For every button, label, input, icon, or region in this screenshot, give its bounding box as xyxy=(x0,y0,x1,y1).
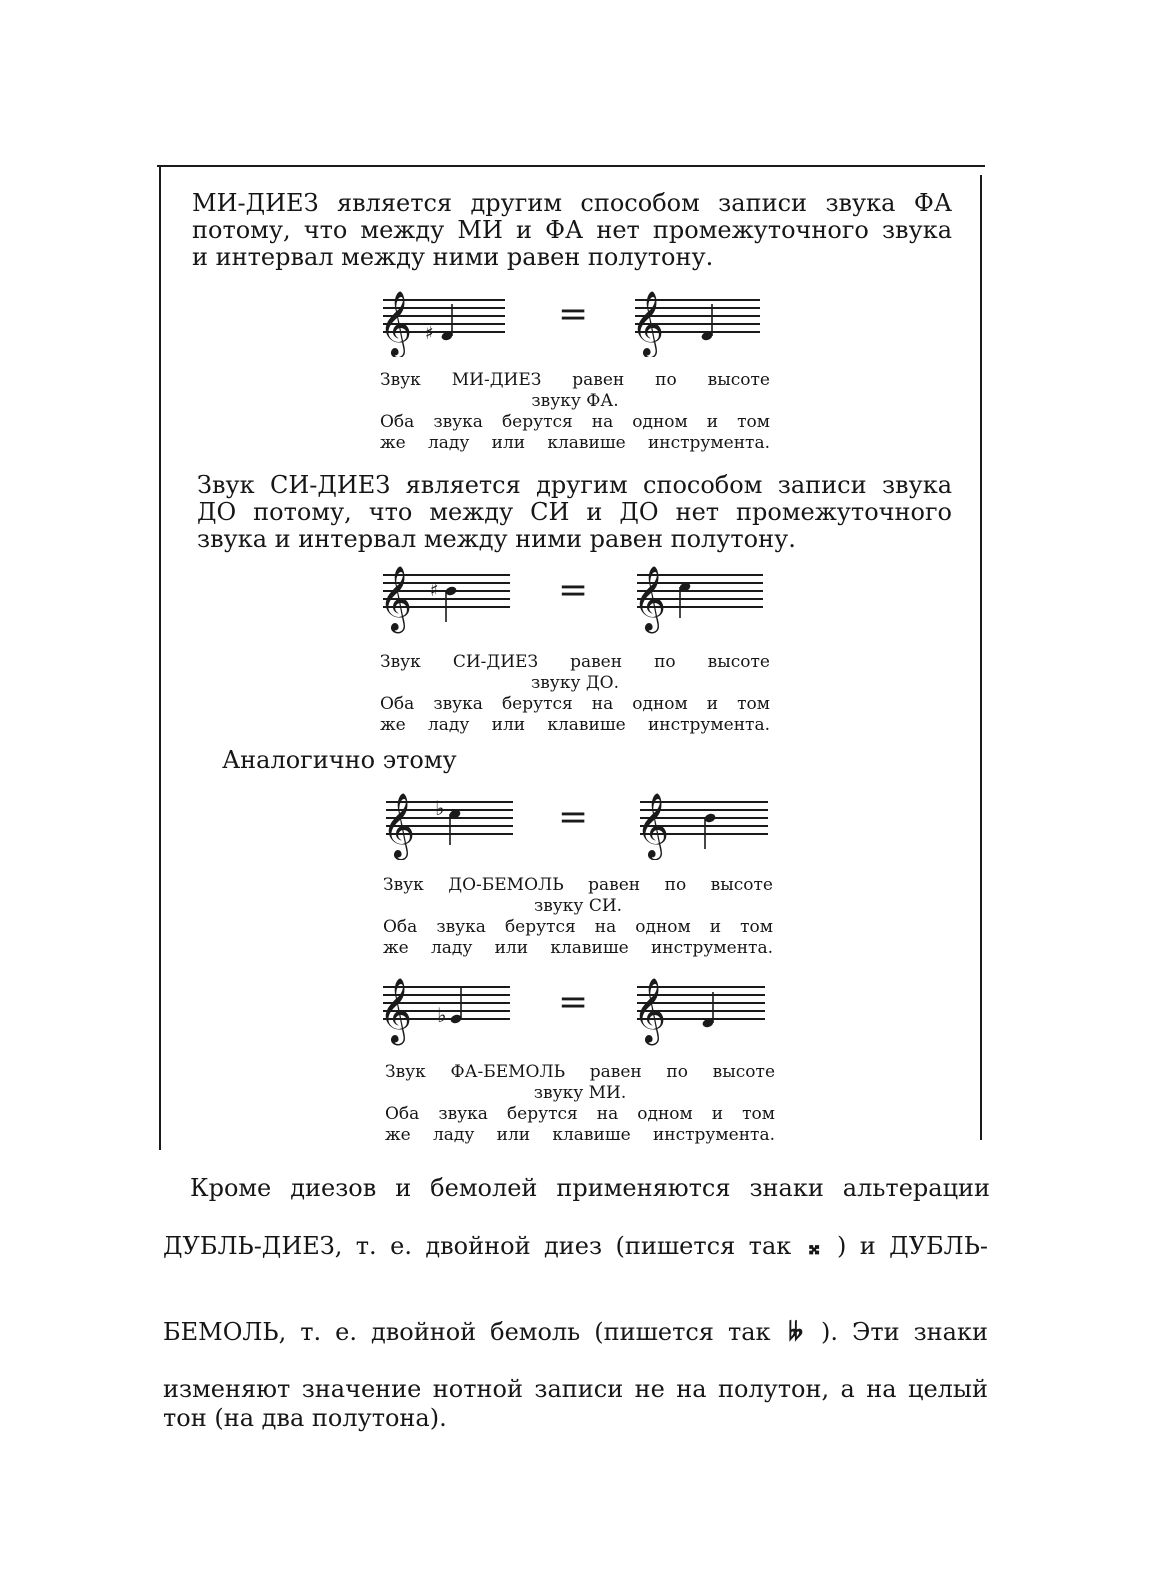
music-example-3 xyxy=(378,785,778,860)
caption-line: Звук ФА-БЕМОЛЬ равен по высоте xyxy=(385,1062,775,1082)
bottom-line-5 xyxy=(163,1405,988,1432)
text-line xyxy=(163,1318,988,1346)
paragraph-analogous: Аналогично этому xyxy=(222,746,457,774)
flat-sign: ♭ xyxy=(437,1003,447,1027)
equals-sign: = xyxy=(558,982,589,1023)
treble-clef: 𝄞 xyxy=(379,978,413,1043)
caption-line: Звук СИ-ДИЕЗ равен по высоте xyxy=(380,652,770,672)
equals-sign: = xyxy=(558,570,589,611)
flat-sign: ♭ xyxy=(435,796,445,820)
equals-sign: = xyxy=(558,797,589,838)
text-line: Звук СИ-ДИЕЗ является другим способом записи звука xyxy=(197,471,952,499)
frame-right-border xyxy=(980,175,982,1140)
caption-example-3 xyxy=(383,875,773,959)
text-fragment: ДУБЛЬ-ДИЕЗ, т. е. двойной диез (пишется так xyxy=(163,1232,792,1260)
bottom-line-3 xyxy=(163,1318,988,1346)
caption-line: же ладу или клавише инструмента. xyxy=(383,938,773,958)
bottom-line-1 xyxy=(190,1175,990,1202)
sharp-sign: ♯ xyxy=(425,323,434,344)
caption-line: звуку ДО. xyxy=(530,673,620,693)
treble-clef: 𝄞 xyxy=(379,566,413,631)
caption-line: же ладу или клавише инструмента. xyxy=(380,715,770,735)
text-line: и интервал между ними равен полутону. xyxy=(192,243,714,271)
treble-clef: 𝄞 xyxy=(633,978,667,1043)
caption-line: звуку СИ. xyxy=(533,896,623,916)
text-fragment: ) и ДУБЛЬ- xyxy=(836,1232,988,1260)
caption-example-4 xyxy=(385,1062,775,1146)
frame-top-border xyxy=(157,165,985,167)
caption-line: Звук ДО-БЕМОЛЬ равен по высоте xyxy=(383,875,773,895)
caption-line: Оба звука берутся на одном и том xyxy=(385,1104,775,1124)
caption-line: же ладу или клавише инструмента. xyxy=(380,433,770,453)
music-example-1 xyxy=(375,282,775,357)
text-fragment: БЕМОЛЬ, т. е. двойной бемоль (пишется так xyxy=(163,1318,771,1346)
double-flat-glyph: 𝄫 xyxy=(788,1317,803,1346)
caption-line: Звук МИ-ДИЕЗ равен по высоте xyxy=(380,370,770,390)
caption-line: звуку ФА. xyxy=(531,391,619,411)
caption-example-1 xyxy=(380,370,770,454)
paragraph-si-sharp xyxy=(197,472,952,553)
caption-line: же ладу или клавише инструмента. xyxy=(385,1125,775,1145)
text-line xyxy=(163,1232,988,1260)
caption-example-2 xyxy=(380,652,770,736)
treble-clef: 𝄞 xyxy=(631,291,665,356)
text-line: тон (на два полутона). xyxy=(163,1404,447,1432)
sharp-sign: ♯ xyxy=(430,580,439,601)
text-line: звука и интервал между ними равен полутону. xyxy=(197,525,796,553)
text-line: МИ-ДИЕЗ является другим способом записи звука ФА xyxy=(192,189,952,217)
treble-clef: 𝄞 xyxy=(382,793,416,858)
frame-left-border xyxy=(159,165,161,1150)
paragraph-mi-sharp xyxy=(192,190,952,271)
music-example-2 xyxy=(375,560,775,635)
caption-line: Оба звука берутся на одном и том xyxy=(383,917,773,937)
music-example-4 xyxy=(375,972,775,1047)
text-line: Кроме диезов и бемолей применяются знаки альтерации xyxy=(190,1174,990,1202)
text-line: изменяют значение нотной записи не на полутон, а на целый xyxy=(163,1375,988,1403)
equals-sign: = xyxy=(558,294,589,335)
treble-clef: 𝄞 xyxy=(379,291,413,356)
text-fragment: ). Эти знаки xyxy=(820,1318,988,1346)
bottom-line-4 xyxy=(163,1376,988,1403)
text-line: потому, что между МИ и ФА нет промежуточного звука xyxy=(192,216,952,244)
treble-clef: 𝄞 xyxy=(633,566,667,631)
caption-line: Оба звука берутся на одном и том xyxy=(380,412,770,432)
treble-clef: 𝄞 xyxy=(636,793,670,858)
bottom-line-2 xyxy=(163,1232,988,1260)
caption-line: звуку МИ. xyxy=(533,1083,627,1103)
double-sharp-glyph: 𝄪 xyxy=(808,1231,820,1260)
caption-line: Оба звука берутся на одном и том xyxy=(380,694,770,714)
text-line: ДО потому, что между СИ и ДО нет промежуточного xyxy=(197,498,952,526)
